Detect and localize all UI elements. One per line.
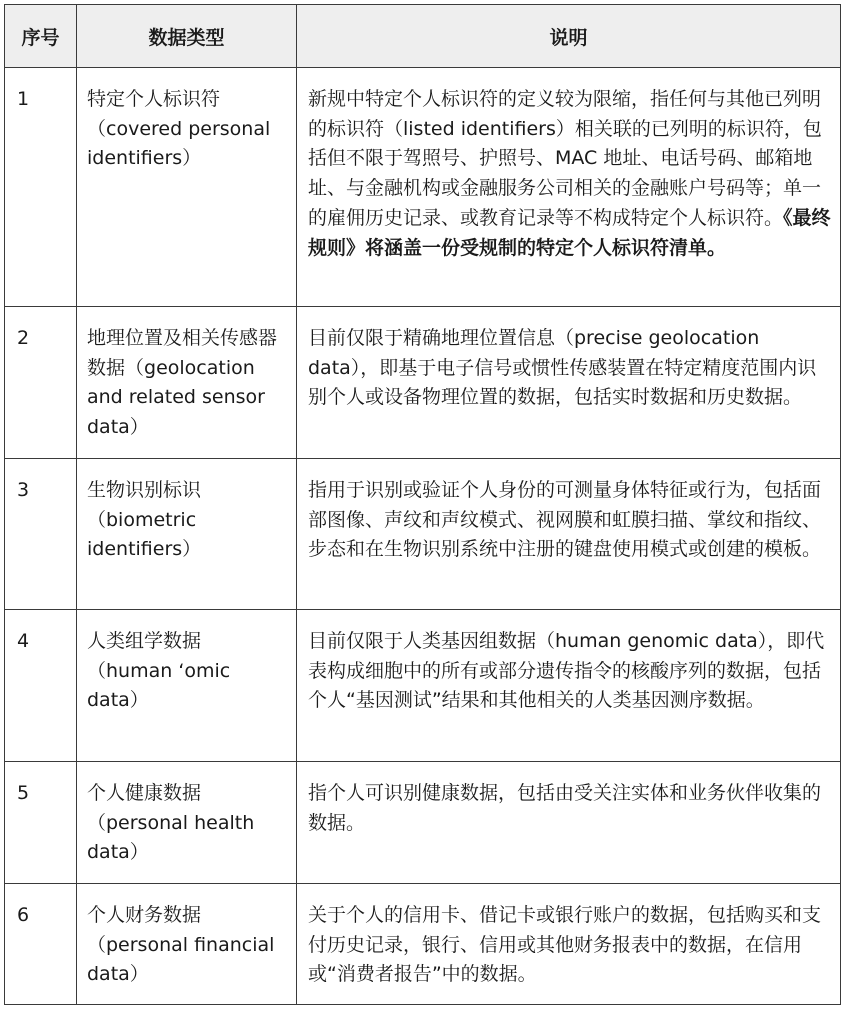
data-type-cn: 人类组学数据 [87,630,202,652]
table-header-row [5,5,841,68]
row-description [297,762,841,884]
data-type-en: （geolocation and related sensor data） [87,356,265,439]
data-type-cn: 特定个人标识符 [87,88,221,110]
row-description [297,307,841,459]
header-index: 序号 [5,5,77,68]
data-types-table-container [4,4,841,1005]
description-text: 新规中特定个人标识符的定义较为限缩，指任何与其他已列明的标识符（listed identifiers）相关联的已列明的标识符，包括但不限于驾照号、护照号、MAC 地址、电话号码、邮箱地址、与金融机构或金融服务公司相关的金融账户号码等；单一的雇佣历史记录、或教育记录等不构成特定个人标识符。 [308,88,822,229]
data-type-en: （personal financial data） [87,933,275,986]
row-index: 1 [5,68,77,307]
row-data-type [77,68,297,307]
description-text: 目前仅限于精确地理位置信息（precise geolocation data），即基于电子信号或惯性传感装置在特定精度范围内识别个人或设备物理位置的数据，包括实时数据和历史数据。 [308,327,817,409]
description-text: 关于个人的信用卡、借记卡或银行账户的数据，包括购买和支付历史记录，银行、信用或其他财务报表中的数据，在信用或“消费者报告”中的数据。 [308,904,822,986]
data-type-cn: 地理位置及相关传感器数据 [87,327,278,379]
data-type-cn: 个人财务数据 [87,904,202,926]
row-description [297,884,841,1005]
data-type-cn: 个人健康数据 [87,782,202,804]
table-row [5,307,841,459]
description-text: 指个人可识别健康数据，包括由受关注实体和业务伙伴收集的数据。 [308,782,822,834]
data-type-cn: 生物识别标识 [87,479,202,501]
table-row [5,459,841,610]
row-data-type [77,610,297,762]
description-text: 目前仅限于人类基因组数据（human genomic data），即代表构成细胞中的所有或部分遗传指令的核酸序列的数据，包括个人“基因测试”结果和其他相关的人类基因测序数据。 [308,630,825,712]
row-data-type [77,884,297,1005]
row-index: 6 [5,884,77,1005]
header-description: 说明 [297,5,841,68]
table-row [5,884,841,1005]
header-data-type: 数据类型 [77,5,297,68]
row-index: 2 [5,307,77,459]
description-text: 指用于识别或验证个人身份的可测量身体特征或行为，包括面部图像、声纹和声纹模式、视网膜和虹膜扫描、掌纹和指纹、步态和在生物识别系统中注册的键盘使用模式或创建的模板。 [308,479,822,561]
data-types-table [4,4,841,1005]
data-type-en: （biometric identifiers） [87,508,202,561]
row-index: 3 [5,459,77,610]
row-description [297,68,841,307]
row-index: 4 [5,610,77,762]
data-type-en: （covered personal identifiers） [87,117,271,170]
table-row [5,610,841,762]
row-data-type [77,307,297,459]
table-row [5,68,841,307]
data-type-en: （human ‘omic data） [87,659,231,712]
row-description [297,610,841,762]
row-data-type [77,762,297,884]
row-description [297,459,841,610]
data-type-en: （personal health data） [87,811,255,864]
row-index: 5 [5,762,77,884]
table-row [5,762,841,884]
row-data-type [77,459,297,610]
description-bold-text: 《最终规则》将涵盖一份受规制的特定个人标识符清单。 [308,206,831,259]
